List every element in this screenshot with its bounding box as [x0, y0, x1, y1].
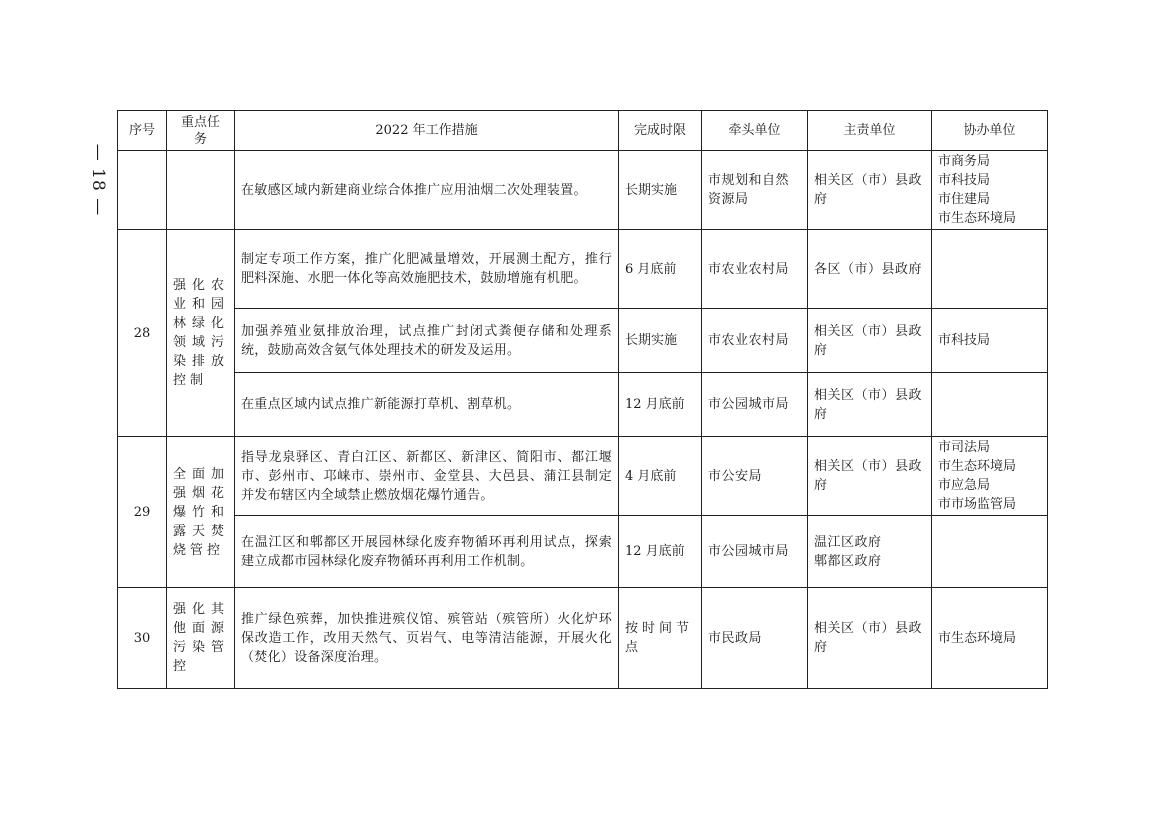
- row-measure: 推广绿色殡葬，加快推进殡仪馆、殡管站（殡管所）火化炉环保改造工作，改用天然气、页岩气、电等清洁能源，开展火化（焚化）设备深度治理。: [235, 588, 619, 689]
- row-lead: 市公园城市局: [702, 516, 808, 588]
- table-row: [118, 309, 1048, 373]
- row-assist: [932, 373, 1048, 437]
- row-deadline: 长期实施: [619, 309, 702, 373]
- header-task: 重点任务: [167, 111, 235, 151]
- row-task: [167, 151, 235, 230]
- row-main: 各区（市）县政府: [808, 230, 932, 309]
- row-assist: 市生态环境局: [932, 588, 1048, 689]
- row-task: 强化其他面源污染管控: [167, 588, 235, 689]
- row-main: 相关区（市）县政府: [808, 309, 932, 373]
- row-lead: 市农业农村局: [702, 230, 808, 309]
- row-assist: 市商务局 市科技局 市住建局 市生态环境局: [932, 151, 1048, 230]
- row-measure: 加强养殖业氨排放治理，试点推广封闭式粪便存储和处理系统，鼓励高效含氨气体处理技术的研发及运用。: [235, 309, 619, 373]
- row-deadline: 按时间节点: [619, 588, 702, 689]
- table-row: [118, 151, 1048, 230]
- header-lead: 牵头单位: [702, 111, 808, 151]
- table-header-row: [118, 111, 1048, 151]
- row-no: 29: [118, 437, 167, 588]
- header-measure: 2022 年工作措施: [235, 111, 619, 151]
- row-lead: 市农业农村局: [702, 309, 808, 373]
- row-no: 30: [118, 588, 167, 689]
- header-main: 主责单位: [808, 111, 932, 151]
- row-deadline: 6 月底前: [619, 230, 702, 309]
- row-deadline: 12 月底前: [619, 373, 702, 437]
- row-lead: 市民政局: [702, 588, 808, 689]
- row-assist: 市司法局 市生态环境局 市应急局 市市场监管局: [932, 437, 1048, 516]
- page-number: — 18 —: [88, 143, 109, 217]
- table-row: [118, 230, 1048, 309]
- header-no: 序号: [118, 111, 167, 151]
- header-assist: 协办单位: [932, 111, 1048, 151]
- table-row: [118, 373, 1048, 437]
- row-measure: 在敏感区域内新建商业综合体推广应用油烟二次处理装置。: [235, 151, 619, 230]
- measures-table: [117, 110, 1048, 689]
- row-main: 温江区政府 郫都区政府: [808, 516, 932, 588]
- row-measure: 在重点区域内试点推广新能源打草机、割草机。: [235, 373, 619, 437]
- row-task: 全面加强烟花爆竹和露天焚烧管控: [167, 437, 235, 588]
- row-assist: [932, 516, 1048, 588]
- table-row: [118, 516, 1048, 588]
- row-lead: 市公安局: [702, 437, 808, 516]
- row-no: [118, 151, 167, 230]
- row-measure: 在温江区和郫都区开展园林绿化废弃物循环再利用试点，探索建立成都市园林绿化废弃物循环再利用工作机制。: [235, 516, 619, 588]
- row-deadline: 4 月底前: [619, 437, 702, 516]
- row-main: 相关区（市）县政府: [808, 151, 932, 230]
- row-lead: 市公园城市局: [702, 373, 808, 437]
- row-task: 强化农业和园林绿化领域污染排放控制: [167, 230, 235, 437]
- row-assist: 市科技局: [932, 309, 1048, 373]
- row-no: 28: [118, 230, 167, 437]
- row-lead: 市规划和自然资源局: [702, 151, 808, 230]
- row-main: 相关区（市）县政府: [808, 588, 932, 689]
- row-deadline: 12 月底前: [619, 516, 702, 588]
- table-row: [118, 588, 1048, 689]
- row-main: 相关区（市）县政府: [808, 373, 932, 437]
- row-assist: [932, 230, 1048, 309]
- row-measure: 指导龙泉驿区、青白江区、新都区、新津区、简阳市、都江堰市、彭州市、邛崃市、崇州市、金堂县、大邑县、蒲江县制定并发布辖区内全域禁止燃放烟花爆竹通告。: [235, 437, 619, 516]
- table-row: [118, 437, 1048, 516]
- header-deadline: 完成时限: [619, 111, 702, 151]
- row-main: 相关区（市）县政府: [808, 437, 932, 516]
- row-measure: 制定专项工作方案，推广化肥减量增效，开展测土配方，推行肥料深施、水肥一体化等高效施肥技术，鼓励增施有机肥。: [235, 230, 619, 309]
- row-deadline: 长期实施: [619, 151, 702, 230]
